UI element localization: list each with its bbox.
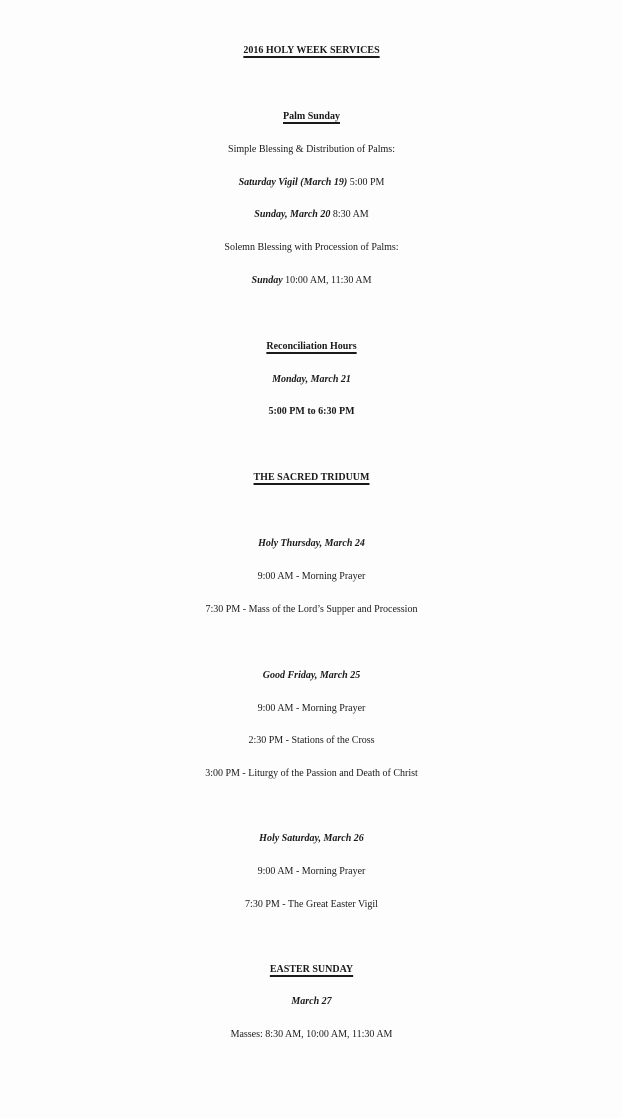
sunday-time: 8:30 AM xyxy=(330,209,369,220)
sunday-label: Sunday, March 20 xyxy=(254,209,331,220)
solemn-label: Sunday xyxy=(251,275,283,286)
reconciliation-heading: Reconciliation Hours xyxy=(266,341,357,352)
good-friday-day: Good Friday, March 25 xyxy=(262,670,361,681)
holy-saturday-item: 7:30 PM - The Great Easter Vigil xyxy=(245,899,378,910)
solemn-blessing-line: Solemn Blessing with Procession of Palms: xyxy=(224,242,399,253)
sunday-line xyxy=(0,210,623,220)
vigil-line xyxy=(0,178,623,188)
palm-sunday-heading: Palm Sunday xyxy=(283,111,340,122)
simple-blessing-line: Simple Blessing & Distribution of Palms: xyxy=(228,144,395,155)
holy-thursday-day: Holy Thursday, March 24 xyxy=(258,538,365,549)
easter-date: March 27 xyxy=(291,996,332,1007)
solemn-times: 10:00 AM, 11:30 AM xyxy=(282,275,372,286)
good-friday-item: 9:00 AM - Morning Prayer xyxy=(257,703,366,714)
easter-heading: EASTER SUNDAY xyxy=(269,964,354,975)
solemn-times-line xyxy=(0,276,623,286)
triduum-heading: THE SACRED TRIDUUM xyxy=(253,472,370,483)
reconciliation-time: 5:00 PM to 6:30 PM xyxy=(268,406,355,417)
good-friday-item: 2:30 PM - Stations of the Cross xyxy=(248,735,375,746)
holy-saturday-day: Holy Saturday, March 26 xyxy=(259,833,364,844)
vigil-time: 5:00 PM xyxy=(347,177,385,188)
holy-thursday-item: 7:30 PM - Mass of the Lord’s Supper and Procession xyxy=(205,604,418,615)
holy-saturday-item: 9:00 AM - Morning Prayer xyxy=(257,866,366,877)
easter-masses: Masses: 8:30 AM, 10:00 AM, 11:30 AM xyxy=(230,1029,393,1040)
reconciliation-day: Monday, March 21 xyxy=(272,374,351,385)
page-title: 2016 HOLY WEEK SERVICES xyxy=(243,45,380,56)
holy-thursday-item: 9:00 AM - Morning Prayer xyxy=(257,571,366,582)
vigil-label: Saturday Vigil (March 19) xyxy=(238,177,348,188)
good-friday-item: 3:00 PM - Liturgy of the Passion and Death of Christ xyxy=(205,768,418,779)
